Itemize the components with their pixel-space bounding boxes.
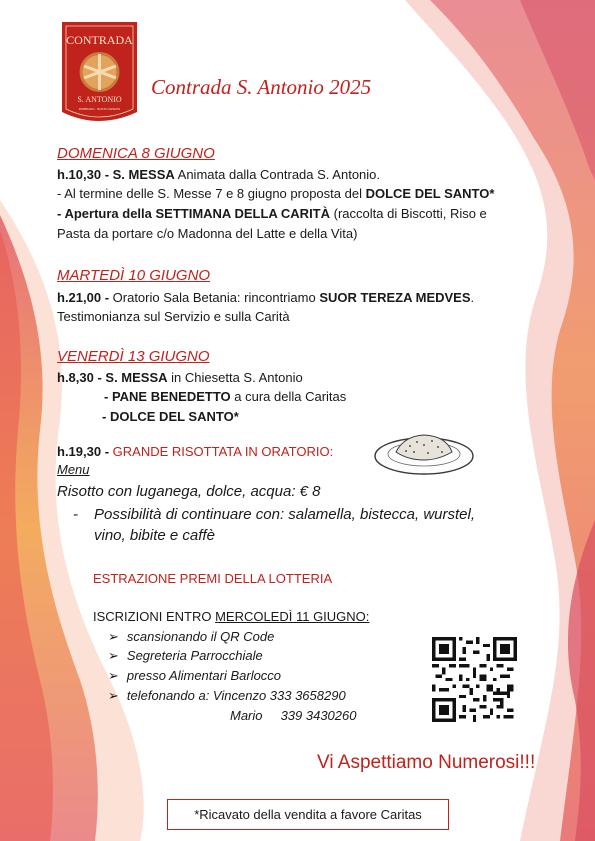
day-heading-martedi: MARTEDÌ 10 GIUGNO (57, 267, 211, 284)
day2-line1: h.21,00 - Oratorio Sala Betania: rincontriamo SUOR TEREZA MEDVES. (57, 290, 475, 305)
list-item: ➢ telefonando a: Vincenzo 333 3658290 (108, 688, 346, 703)
list-item: ➢ presso Alimentari Barlocco (108, 668, 282, 683)
qr-code-image[interactable] (432, 637, 517, 727)
lottery-title: ESTRAZIONE PREMI DELLA LOTTERIA (93, 571, 333, 586)
logo-top-text: CONTRADA (66, 33, 133, 47)
menu-extra-2: vino, bibite e caffè (94, 527, 215, 544)
day1-line2: - Al termine delle S. Messe 7 e 8 giugno proposta del DOLCE DEL SANTO* (57, 186, 495, 201)
menu-line: Risotto con luganega, dolce, acqua: € 8 (57, 483, 321, 500)
day2-line2: Testimonianza sul Servizio e sulla Carità (57, 309, 290, 324)
day-heading-venerdi: VENERDÌ 13 GIUGNO (57, 348, 210, 365)
day1-line1: h.10,30 - S. MESSA Animata dalla Contrada S. Antonio. (57, 167, 381, 182)
footnote-box (167, 799, 449, 830)
logo-bottom-text: S. ANTONIO (77, 95, 122, 104)
list-item: ➢ Segreteria Parrocchiale (108, 648, 263, 663)
arrow-bullet-icon: ➢ (108, 648, 119, 663)
footnote-text: *Ricavato della vendita a favore Caritas (194, 807, 422, 822)
day3-line2: - PANE BENEDETTO a cura della Caritas (104, 389, 347, 404)
day3-line1: h.8,30 - S. MESSA in Chiesetta S. Antonio (57, 370, 303, 385)
menu-dash: - (73, 506, 78, 523)
menu-label: Menu (57, 462, 90, 477)
risottata-line: h.19,30 - GRANDE RISOTTATA IN ORATORIO: (57, 444, 334, 459)
day-heading-domenica: DOMENICA 8 GIUGNO (57, 145, 215, 162)
arrow-bullet-icon: ➢ (108, 688, 119, 703)
day3-line3: - DOLCE DEL SANTO* (102, 409, 239, 424)
iscrizioni-line: ISCRIZIONI ENTRO MERCOLEDÌ 11 GIUGNO: (93, 609, 370, 624)
risotto-plate-image (372, 426, 476, 483)
arrow-bullet-icon: ➢ (108, 668, 119, 683)
list-item: ➢ scansionando il QR Code (108, 629, 275, 644)
contrada-logo (60, 18, 139, 126)
closing-message: Vi Aspettiamo Numerosi!!! (317, 752, 536, 773)
day1-line4: Pasta da portare c/o Madonna del Latte e della Vita) (57, 226, 358, 241)
menu-extra-1: Possibilità di continuare con: salamella, bistecca, wurstel, (94, 506, 476, 523)
arrow-bullet-icon: ➢ (108, 629, 119, 644)
logo-small-text: ROBBIANO · BUSTO ARSIZIO (78, 107, 121, 111)
page-title: Contrada S. Antonio 2025 (151, 75, 372, 99)
phone-extra: Mario 339 3430260 (230, 708, 357, 723)
day1-line3: - Apertura della SETTIMANA DELLA CARITÀ (raccolta di Biscotti, Riso e (57, 206, 487, 221)
